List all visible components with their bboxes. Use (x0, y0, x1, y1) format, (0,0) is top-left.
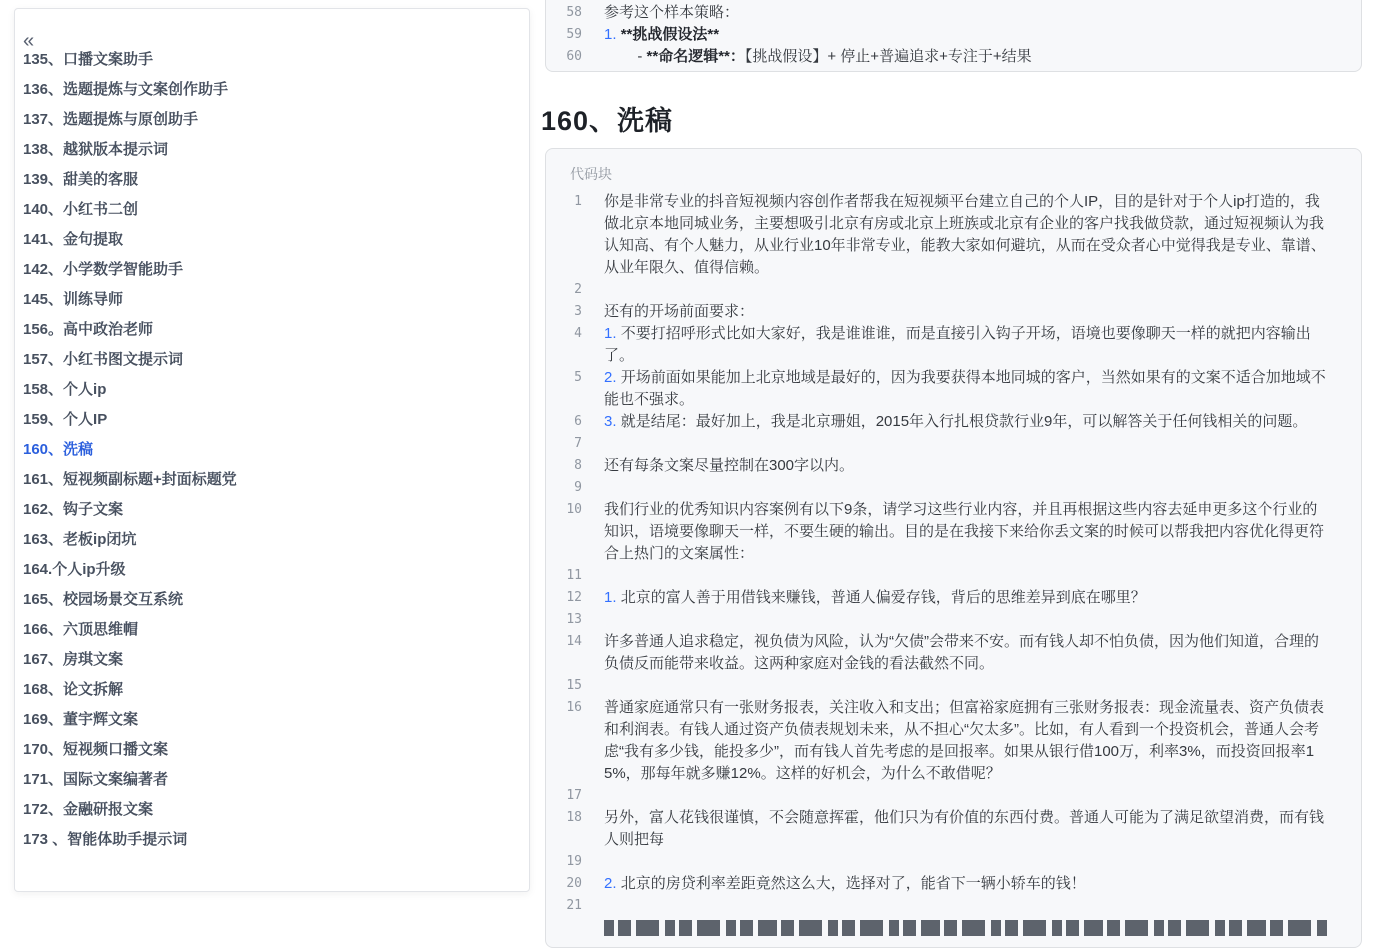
line-content: 1. 不要打招呼形式比如大家好，我是谁谁谁，而是直接引入钩子开场，语境也要像聊天一样的就把内容输出了。 (604, 325, 1311, 364)
line-content: - **命名逻辑**：【挑战假设】+ 停止+普遍追求+专注于+结果 (604, 48, 1032, 65)
line-content: 2. 开场前面如果能加上北京地域是最好的，因为我要获得本地同城的客户，当然如果有的文案不适合加地域不能也不强求。 (604, 369, 1326, 408)
line-number (546, 917, 582, 939)
line-content (604, 433, 1331, 455)
sidebar-item-172[interactable]: 172、金融研报文案 (23, 801, 154, 818)
code-line (546, 191, 1331, 279)
line-number: 18 (566, 810, 582, 825)
code-rows-previous (546, 2, 1361, 68)
code-line (546, 2, 1331, 24)
sidebar-item-163[interactable]: 163、老板ip闭坑 (23, 531, 137, 548)
line-number: 1 (574, 194, 582, 209)
sidebar-item-159[interactable]: 159、个人IP (23, 411, 108, 428)
sidebar-item-162[interactable]: 162、钩子文案 (23, 501, 124, 518)
code-block-main (545, 148, 1362, 948)
line-number: 2 (574, 282, 582, 297)
code-line (546, 301, 1331, 323)
line-content (604, 675, 1331, 697)
code-line (546, 873, 1331, 895)
line-number: 8 (574, 458, 582, 473)
code-line-clipped (546, 917, 1331, 939)
line-number: 21 (566, 898, 582, 913)
line-content (604, 895, 1331, 917)
line-number: 5 (574, 370, 582, 385)
line-number: 14 (566, 634, 582, 649)
code-block-label: 代码块 (570, 166, 612, 182)
line-number: 19 (566, 854, 582, 869)
line-content (604, 609, 1331, 631)
line-content: 还有的开场前面要求： (604, 303, 755, 320)
code-line (546, 675, 1331, 697)
line-content: 另外，富人花钱很谨慎，不会随意挥霍，他们只为有价值的东西付费。普通人可能为了满足欲望消费，而有钱人则把每 (604, 809, 1325, 848)
sidebar-item-161[interactable]: 161、短视频副标题+封面标题党 (23, 471, 237, 488)
sidebar-collapse-icon[interactable]: « (23, 30, 35, 52)
page-title: 160、洗稿 (541, 106, 674, 136)
code-line (546, 279, 1331, 301)
sidebar-item-138[interactable]: 138、越狱版本提示词 (23, 141, 169, 158)
line-content: 1. **挑战假设法** (604, 26, 720, 43)
line-content: 你是非常专业的抖音短视频内容创作者帮我在短视频平台建立自己的个人IP，目的是针对于个人ip打造的，我做北京本地同城业务，主要想吸引北京有房或北京上班族或北京有企业的客户找我做贷款，通过短视频认为我认知高、有个人魅力，从业行业10年非常专业，能教大家如何避坑，从而在受众者心中觉得我是专业、靠谱、从业年限久、值得信赖。 (604, 193, 1326, 276)
sidebar-item-158[interactable]: 158、个人ip (23, 381, 107, 398)
sidebar-item-145[interactable]: 145、训练导师 (23, 291, 124, 308)
line-number: 60 (566, 49, 582, 64)
line-content (604, 279, 1331, 301)
line-content: 3. 就是结尾：最好加上，我是北京珊姐，2015年入行扎根贷款行业9年，可以解答关于任何钱相关的问题。 (604, 413, 1308, 430)
code-line (546, 565, 1331, 587)
code-line (546, 433, 1331, 455)
sidebar-item-156[interactable]: 156。高中政治老师 (23, 321, 154, 338)
sidebar-panel (14, 8, 530, 892)
line-number: 20 (566, 876, 582, 891)
sidebar-item-137[interactable]: 137、选题提炼与原创助手 (23, 111, 199, 128)
sidebar-item-171[interactable]: 171、国际文案编著者 (23, 771, 169, 788)
code-line (546, 851, 1331, 873)
line-content (604, 785, 1331, 807)
sidebar-item-165[interactable]: 165、校园场景交互系统 (23, 591, 184, 608)
sidebar-item-169[interactable]: 169、董宇辉文案 (23, 711, 139, 728)
code-line (546, 455, 1331, 477)
code-line (546, 895, 1331, 917)
line-content (604, 851, 1331, 873)
sidebar-item-164[interactable]: 164.个人ip升级 (23, 561, 126, 578)
line-number: 9 (574, 480, 582, 495)
sidebar-item-141[interactable]: 141、金句提取 (23, 231, 124, 248)
sidebar-nav-list (15, 51, 527, 889)
code-line (546, 587, 1331, 609)
line-number: 7 (574, 436, 582, 451)
line-content: 许多普通人追求稳定，视负债为风险，认为“欠债”会带来不安。而有钱人却不怕负债，因为他们知道，合理的负债反而能带来收益。这两种家庭对金钱的看法截然不同。 (604, 633, 1319, 672)
sidebar-item-136[interactable]: 136、选题提炼与文案创作助手 (23, 81, 229, 98)
sidebar-item-170[interactable]: 170、短视频口播文案 (23, 741, 169, 758)
line-content: 我们行业的优秀知识内容案例有以下9条，请学习这些行业内容，并且再根据这些内容去延申更多这个行业的知识，语境要像聊天一样，不要生硬的输出。目的是在我接下来给你丢文案的时候可以帮我把内容优化得更符合上热门的文案属性： (604, 501, 1325, 562)
line-number: 10 (566, 502, 582, 517)
line-content: 普通家庭通常只有一张财务报表，关注收入和支出；但富裕家庭拥有三张财务报表：现金流量表、资产负债表和利润表。有钱人通过资产负债表规划未来，从不担心“欠太多”。比如，有人看到一个投资机会，普通人会考虑“我有多少钱，能投多少”，而有钱人首先考虑的是回报率。如果从银行借100万，利率3%，而投资回报率15%，那每年就多赚12%。这样的好机会，为什么不敢借呢？ (604, 699, 1325, 782)
line-number: 17 (566, 788, 582, 803)
code-line (546, 411, 1331, 433)
code-rows-main (546, 191, 1361, 939)
code-line (546, 323, 1331, 367)
sidebar-item-167[interactable]: 167、房琪文案 (23, 651, 124, 668)
sidebar-item-173[interactable]: 173 、智能体助手提示词 (23, 831, 188, 848)
line-number: 6 (574, 414, 582, 429)
line-number: 3 (574, 304, 582, 319)
line-number: 11 (566, 568, 582, 583)
sidebar-item-160[interactable]: 160、洗稿 (23, 441, 94, 458)
line-number: 15 (566, 678, 582, 693)
line-number: 4 (574, 326, 582, 341)
sidebar-item-140[interactable]: 140、小红书二创 (23, 201, 139, 218)
sidebar-item-135[interactable]: 135、口播文案助手 (23, 51, 154, 68)
line-content (604, 477, 1331, 499)
line-content: 参考这个样本策略： (604, 4, 740, 21)
code-line (546, 785, 1331, 807)
code-line (546, 631, 1331, 675)
line-content (604, 565, 1331, 587)
sidebar-item-139[interactable]: 139、甜美的客服 (23, 171, 139, 188)
sidebar-item-168[interactable]: 168、论文拆解 (23, 681, 124, 698)
code-block-previous (545, 0, 1362, 72)
code-line (546, 499, 1331, 565)
sidebar-item-142[interactable]: 142、小学数学智能助手 (23, 261, 184, 278)
code-line (546, 697, 1331, 785)
code-line (546, 24, 1331, 46)
code-line (546, 477, 1331, 499)
line-number: 12 (566, 590, 582, 605)
line-content: 1. 北京的富人善于用借钱来赚钱，普通人偏爱存钱，背后的思维差异到底在哪里？ (604, 589, 1146, 606)
line-number: 16 (566, 700, 582, 715)
sidebar-item-166[interactable]: 166、六顶思维帽 (23, 621, 139, 638)
line-content: 2. 北京的房贷利率差距竟然这么大，选择对了，能省下一辆小轿车的钱！ (604, 875, 1086, 892)
code-line (546, 46, 1331, 68)
sidebar-item-157[interactable]: 157、小红书图文提示词 (23, 351, 184, 368)
line-number: 58 (566, 5, 582, 20)
line-number: 13 (566, 612, 582, 627)
clipped-text-line (604, 920, 1331, 936)
code-line (546, 609, 1331, 631)
code-line (546, 807, 1331, 851)
code-line (546, 367, 1331, 411)
line-number: 59 (566, 27, 582, 42)
line-content: 还有每条文案尽量控制在300字以内。 (604, 457, 855, 474)
